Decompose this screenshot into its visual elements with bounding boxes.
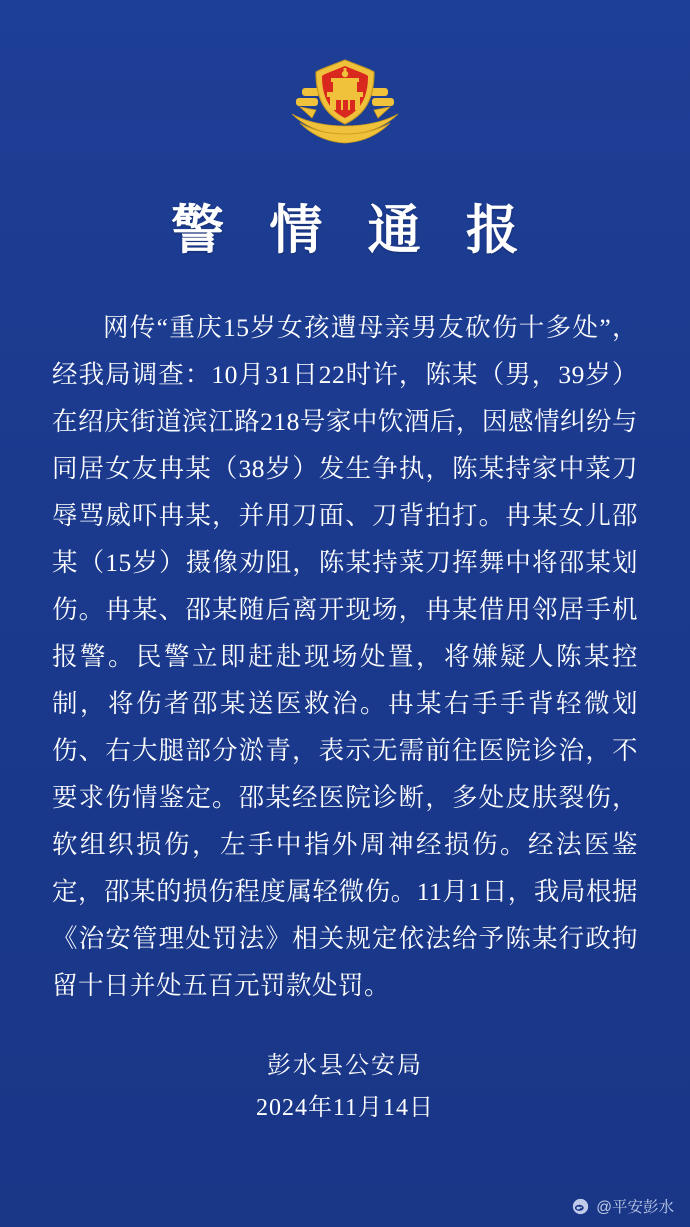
police-emblem-icon [286,52,404,164]
page-title: 警 情 通 报 [171,202,535,260]
watermark-account: @平安彭水 [596,1199,674,1216]
announcement-paragraph: 网传“重庆15岁女孩遭母亲男友砍伤十多处”，经我局调查：10月31日22时许，陈某（男，39岁）在绍庆街道滨江路218号家中饮酒后，因感情纠纷与同居女友冉某（38岁）发生争执，陈某持家中菜刀辱骂威吓冉某，并用刀面、刀背拍打。冉某女儿邵某（15岁）摄像劝阻，陈某持菜刀挥舞中将邵某划伤。冉某、邵某随后离开现场，冉某借用邻居手机报警。民警立即赶赴现场处置，将嫌疑人陈某控制，将伤者邵某送医救治。冉某右手手背轻微划伤、右大腿部分淤青，表示无需前往医院诊治，不要求伤情鉴定。邵某经医院诊断，多处皮肤裂伤，软组织损伤，左手中指外周神经损伤。经法医鉴定，邵某的损伤程度属轻微伤。11月1日，我局根据《治安管理处罚法》相关规定依法给予陈某行政拘留十日并处五百元罚款处罚。 [52,313,638,1000]
announcement-body [52,304,638,1009]
issue-date: 2024年11月14日 [255,1095,435,1121]
weibo-icon [572,1198,589,1215]
emblem-container [0,0,690,164]
signature-block [0,1045,690,1129]
issuing-organization: 彭水县公安局 [267,1053,423,1079]
watermark [572,1195,674,1217]
